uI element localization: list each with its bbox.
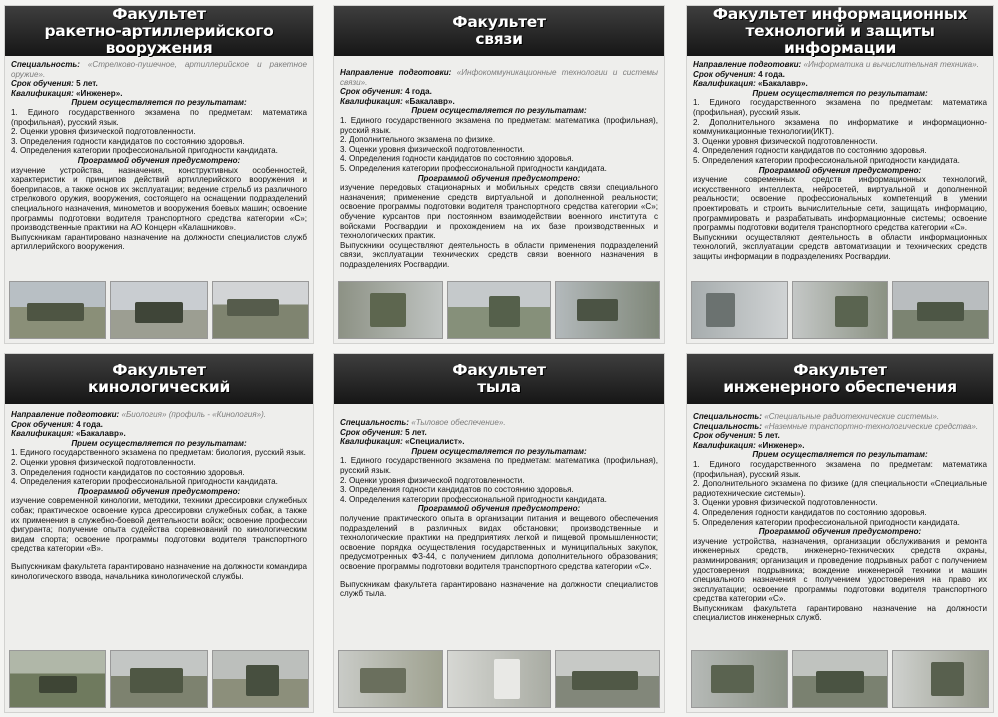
faculty-card-title: Факультет связи bbox=[334, 6, 664, 56]
faculty-card-title: Факультет тыла bbox=[334, 354, 664, 404]
admission-item: 3. Оценки уровня физической подготовленности. bbox=[693, 498, 878, 508]
admission-item: 1. Единого государственного экзамена по предметам: математика (профильная), русский язык. bbox=[340, 115, 658, 135]
admission-item: 3. Определения годности кандидатов по состоянию здоровья. bbox=[340, 485, 574, 495]
faculty-card-body bbox=[11, 60, 307, 287]
photo-canteen bbox=[447, 650, 552, 708]
photo-dog-handlers bbox=[110, 650, 207, 708]
meta-line: Срок обучения: 4 года. bbox=[340, 87, 432, 97]
admission-item: 2. Дополнительного экзамена по физике. bbox=[340, 135, 495, 145]
photo-strip bbox=[691, 281, 989, 339]
meta-line: Квалификация: «Инженер». bbox=[11, 88, 123, 98]
photo-computer-lab bbox=[555, 281, 660, 339]
meta-line: Направление подготовки: «Информатика и вычислительная техника». bbox=[693, 60, 979, 69]
meta-line: Специальность: «Наземные транспортно-технологические средства». bbox=[693, 421, 979, 431]
program-heading: Программой обучения предусмотрено: bbox=[77, 155, 241, 165]
meta-line: Срок обучения: 5 лет. bbox=[340, 427, 427, 437]
faculty-card-body bbox=[340, 68, 658, 287]
admission-item: 2. Дополнительного экзамена по информатике и информационно-коммуникационные технологии(ИКТ). bbox=[693, 117, 987, 137]
faculty-card-body bbox=[340, 418, 658, 656]
admission-item: 4. Определения категории профессиональной пригодности кандидата. bbox=[11, 477, 278, 487]
faculty-card-body bbox=[11, 410, 307, 656]
faculty-card-it-security bbox=[686, 5, 994, 344]
admission-item: 2. Оценки уровня физической подготовленности. bbox=[11, 127, 196, 137]
admission-item: 3. Определения годности кандидатов по состоянию здоровья. bbox=[11, 136, 245, 146]
program-heading: Программой обучения предусмотрено: bbox=[417, 173, 581, 183]
graduates-text: Выпускникам факультета гарантировано назначение на должности специалистов инженерных служб. bbox=[693, 603, 987, 623]
photo-dog-attack bbox=[212, 650, 309, 708]
photo-strip bbox=[691, 650, 989, 708]
faculty-card-title: Факультет информационных технологий и защиты информации bbox=[687, 6, 993, 56]
admission-item: 2. Оценки уровня физической подготовленности. bbox=[11, 457, 196, 467]
meta-line: Срок обучения: 5 лет. bbox=[11, 79, 98, 89]
graduates-text: Выпускники осуществляют деятельность в области применения подразделений связи, эксплуатации технических средств связи военного назначения в подразделениях Росгвардии. bbox=[340, 240, 658, 269]
admission-item: 5. Определения категории профессиональной пригодности кандидата. bbox=[693, 155, 960, 165]
meta-line: Квалификация: «Специалист». bbox=[340, 437, 465, 447]
meta-line: Квалификация: «Бакалавр». bbox=[340, 96, 455, 106]
admission-item: 2. Дополнительного экзамена по физике (для специальности «Специальные радиотехнические системы»). bbox=[693, 479, 987, 498]
program-text: получение практического опыта в организации питания и вещевого обеспечения подразделений в различных видах обстановки; производственные и технологические практики на предприятиях легкой и пищевой промышленности; освоение порядка осуществления государственных и муниципальных закупок, предусмотренных ФЗ-44, с получением диплома дополнительного образования; освоение программы подготовки водителя транспортного средства категории «С». bbox=[340, 513, 658, 571]
faculty-card-body bbox=[693, 60, 987, 287]
program-heading: Программой обучения предусмотрено: bbox=[758, 165, 922, 175]
photo-artillery-firing bbox=[212, 281, 309, 339]
admission-item: 5. Определения категории профессиональной пригодности кандидата. bbox=[340, 163, 607, 173]
meta-line: Квалификация: «Бакалавр». bbox=[11, 429, 126, 439]
photo-strip bbox=[338, 281, 660, 339]
faculty-card-cynology bbox=[4, 353, 314, 713]
program-text: изучение устройства, назначения, конструктивных особенностей, характеристик и принципов действий артиллерийского вооружения и боеприпасов, а также основ их эксплуатации; ведение стрельб из различного стрелкового оружия, вооружения, состоящего на оснащении подразделений специального назначения, минометов и вооружения боевых машин; освоение программы подготовки водителя транспортного средства категории «С»; производственные практики на АО Концерн «Калашников». bbox=[11, 165, 307, 233]
admission-heading: Прием осуществляется по результатам: bbox=[752, 88, 928, 98]
meta-line: Срок обучения: 4 года. bbox=[11, 419, 103, 429]
meta-line: Срок обучения: 5 лет. bbox=[693, 431, 780, 441]
meta-line: Специальность: «Стрелково-пушечное, артиллерийское и ракетное оружие». bbox=[11, 60, 307, 79]
photo-server-room bbox=[691, 281, 788, 339]
meta-line: Специальность: «Специальные радиотехнические системы». bbox=[693, 412, 940, 421]
graduates-text: Выпускникам факультета гарантировано назначение на должности специалистов служб тыла. bbox=[340, 579, 658, 599]
photo-military-truck bbox=[110, 281, 207, 339]
photo-field-kitchen bbox=[338, 650, 443, 708]
graduates-text: Выпускникам гарантировано назначение на должности специалистов служб артиллерийского вооружения. bbox=[11, 232, 307, 252]
faculty-card-rocket-artillery bbox=[4, 5, 314, 344]
photo-cadets-table bbox=[555, 650, 660, 708]
photo-cadets-computers bbox=[792, 281, 889, 339]
photo-field-comms bbox=[447, 281, 552, 339]
admission-heading: Прием осуществляется по результатам: bbox=[411, 446, 587, 456]
admission-item: 2. Оценки уровня физической подготовленности. bbox=[340, 475, 525, 485]
admission-heading: Прием осуществляется по результатам: bbox=[71, 98, 247, 108]
admission-item: 5. Определения категории профессиональной пригодности кандидата. bbox=[693, 517, 960, 527]
program-text: изучение современных средств информационных технологий, искусственного интеллекта, нейросетей, виртуальной и дополненной реальности; освоение профессиональных компетенций в умении проектировать и строить вычислительные сети, защищать информацию, программировать и разрабатывать информационные системы; освоение программы подготовки водителя транспортного средства категории «С». bbox=[693, 175, 987, 233]
faculty-card-title: Факультет кинологический bbox=[5, 354, 313, 404]
program-text: изучение устройства, назначения, организации обслуживания и ремонта инженерных средств, инженерно-технических средств охраны, разминирования; организация и проведение подрывных работ с получением удостоверения подрывника; вождение инженерной техники и машин специального назначения с получением удостоверения на право их эксплуатации; освоение программы подготовки водителя транспортного средства категории «С». bbox=[693, 536, 987, 604]
graduates-text: Выпускникам факультета гарантировано назначение на должности командира кинологического взвода, начальника кинологической службы. bbox=[11, 561, 307, 581]
photo-strip bbox=[338, 650, 660, 708]
faculty-card-engineering bbox=[686, 353, 994, 713]
photo-equipment-operator bbox=[892, 650, 989, 708]
meta-line: Направление подготовки: «Биология» (профиль - «Кинология»). bbox=[11, 410, 267, 419]
admission-item: 1. Единого государственного экзамена по предметам: математика (профильная), русский язык. bbox=[693, 98, 987, 117]
program-text: изучение современной кинологии, методики, техники дрессировки служебных собак; практическое освоение курса дрессировки служебных собак, а также их применения в служебно-боевой деятельности войск; освоение профессии фигуранта; получение опыта судейства соревнований по кинологическим видам спорта; освоение программы подготовки водителя транспортного средства категории «В». bbox=[11, 496, 307, 554]
admission-item: 3. Определения годности кандидатов по состоянию здоровья. bbox=[11, 467, 245, 477]
admission-item: 3. Оценки уровня физической подготовленности. bbox=[340, 144, 525, 154]
faculty-card-body bbox=[693, 412, 987, 656]
admission-heading: Прием осуществляется по результатам: bbox=[71, 438, 247, 448]
program-text: изучение передовых стационарных и мобильных средств связи специального назначения; применение средств виртуальной и дополненной реальности; освоение программы подготовки водителя транспортного средства категории «С»; обучение курсантов при постоянном взаимодействии военного института с войсками Росгвардии и прохождением на их базе производственных и технологических практик. bbox=[340, 183, 658, 241]
admission-item: 1. Единого государственного экзамена по предметам: математика (профильная), русский язык. bbox=[340, 456, 658, 475]
meta-line: Квалификация: «Инженер». bbox=[693, 440, 805, 450]
admission-heading: Прием осуществляется по результатам: bbox=[411, 106, 587, 116]
photo-dog-training bbox=[9, 650, 106, 708]
admission-item: 1. Единого государственного экзамена по предметам: математика (профильная), русский язык. bbox=[11, 107, 307, 127]
admission-item: 3. Оценки уровня физической подготовленности. bbox=[693, 136, 878, 146]
program-heading: Программой обучения предусмотрено: bbox=[417, 504, 581, 514]
admission-item: 4. Определения категории профессиональной пригодности кандидата. bbox=[11, 146, 278, 156]
photo-demining-training bbox=[792, 650, 889, 708]
admission-item: 4. Определения годности кандидатов по состоянию здоровья. bbox=[693, 507, 927, 517]
admission-item: 4. Определения категории профессиональной пригодности кандидата. bbox=[340, 494, 607, 504]
photo-strip bbox=[9, 650, 309, 708]
program-heading: Программой обучения предусмотрено: bbox=[758, 527, 922, 537]
faculty-card-title: Факультет ракетно-артиллерийского вооружения bbox=[5, 6, 313, 56]
admission-item: 1. Единого государственного экзамена по предметам: биология, русский язык. bbox=[11, 448, 306, 458]
photo-radio-operator bbox=[338, 281, 443, 339]
photo-armored-vehicle bbox=[9, 281, 106, 339]
admission-item: 1. Единого государственного экзамена по предметам: математика (профильная), русский язык. bbox=[693, 459, 987, 479]
admission-heading: Прием осуществляется по результатам: bbox=[752, 450, 928, 460]
admission-item: 4. Определения годности кандидатов по состоянию здоровья. bbox=[340, 154, 574, 164]
admission-item: 4. Определения годности кандидатов по состоянию здоровья. bbox=[693, 146, 927, 156]
faculty-card-logistics bbox=[333, 353, 665, 713]
meta-line: Квалификация: «Бакалавр». bbox=[693, 79, 808, 89]
program-heading: Программой обучения предусмотрено: bbox=[77, 486, 241, 496]
faculty-card-communications bbox=[333, 5, 665, 344]
photo-engineering-lab bbox=[691, 650, 788, 708]
meta-line: Направление подготовки: «Инфокоммуникационные технологии и системы связи». bbox=[340, 68, 658, 87]
meta-line: Специальность: «Тыловое обеспечение». bbox=[340, 418, 506, 427]
graduates-text: Выпускники осуществляют деятельность в области информационных технологий, эксплуатации средств автоматизации и технических средств защиты информации в подразделениях Росгвардии. bbox=[693, 232, 987, 261]
photo-strip bbox=[9, 281, 309, 339]
faculty-card-title: Факультет инженерного обеспечения bbox=[687, 354, 993, 404]
photo-classroom bbox=[892, 281, 989, 339]
meta-line: Срок обучения: 4 года. bbox=[693, 69, 785, 79]
